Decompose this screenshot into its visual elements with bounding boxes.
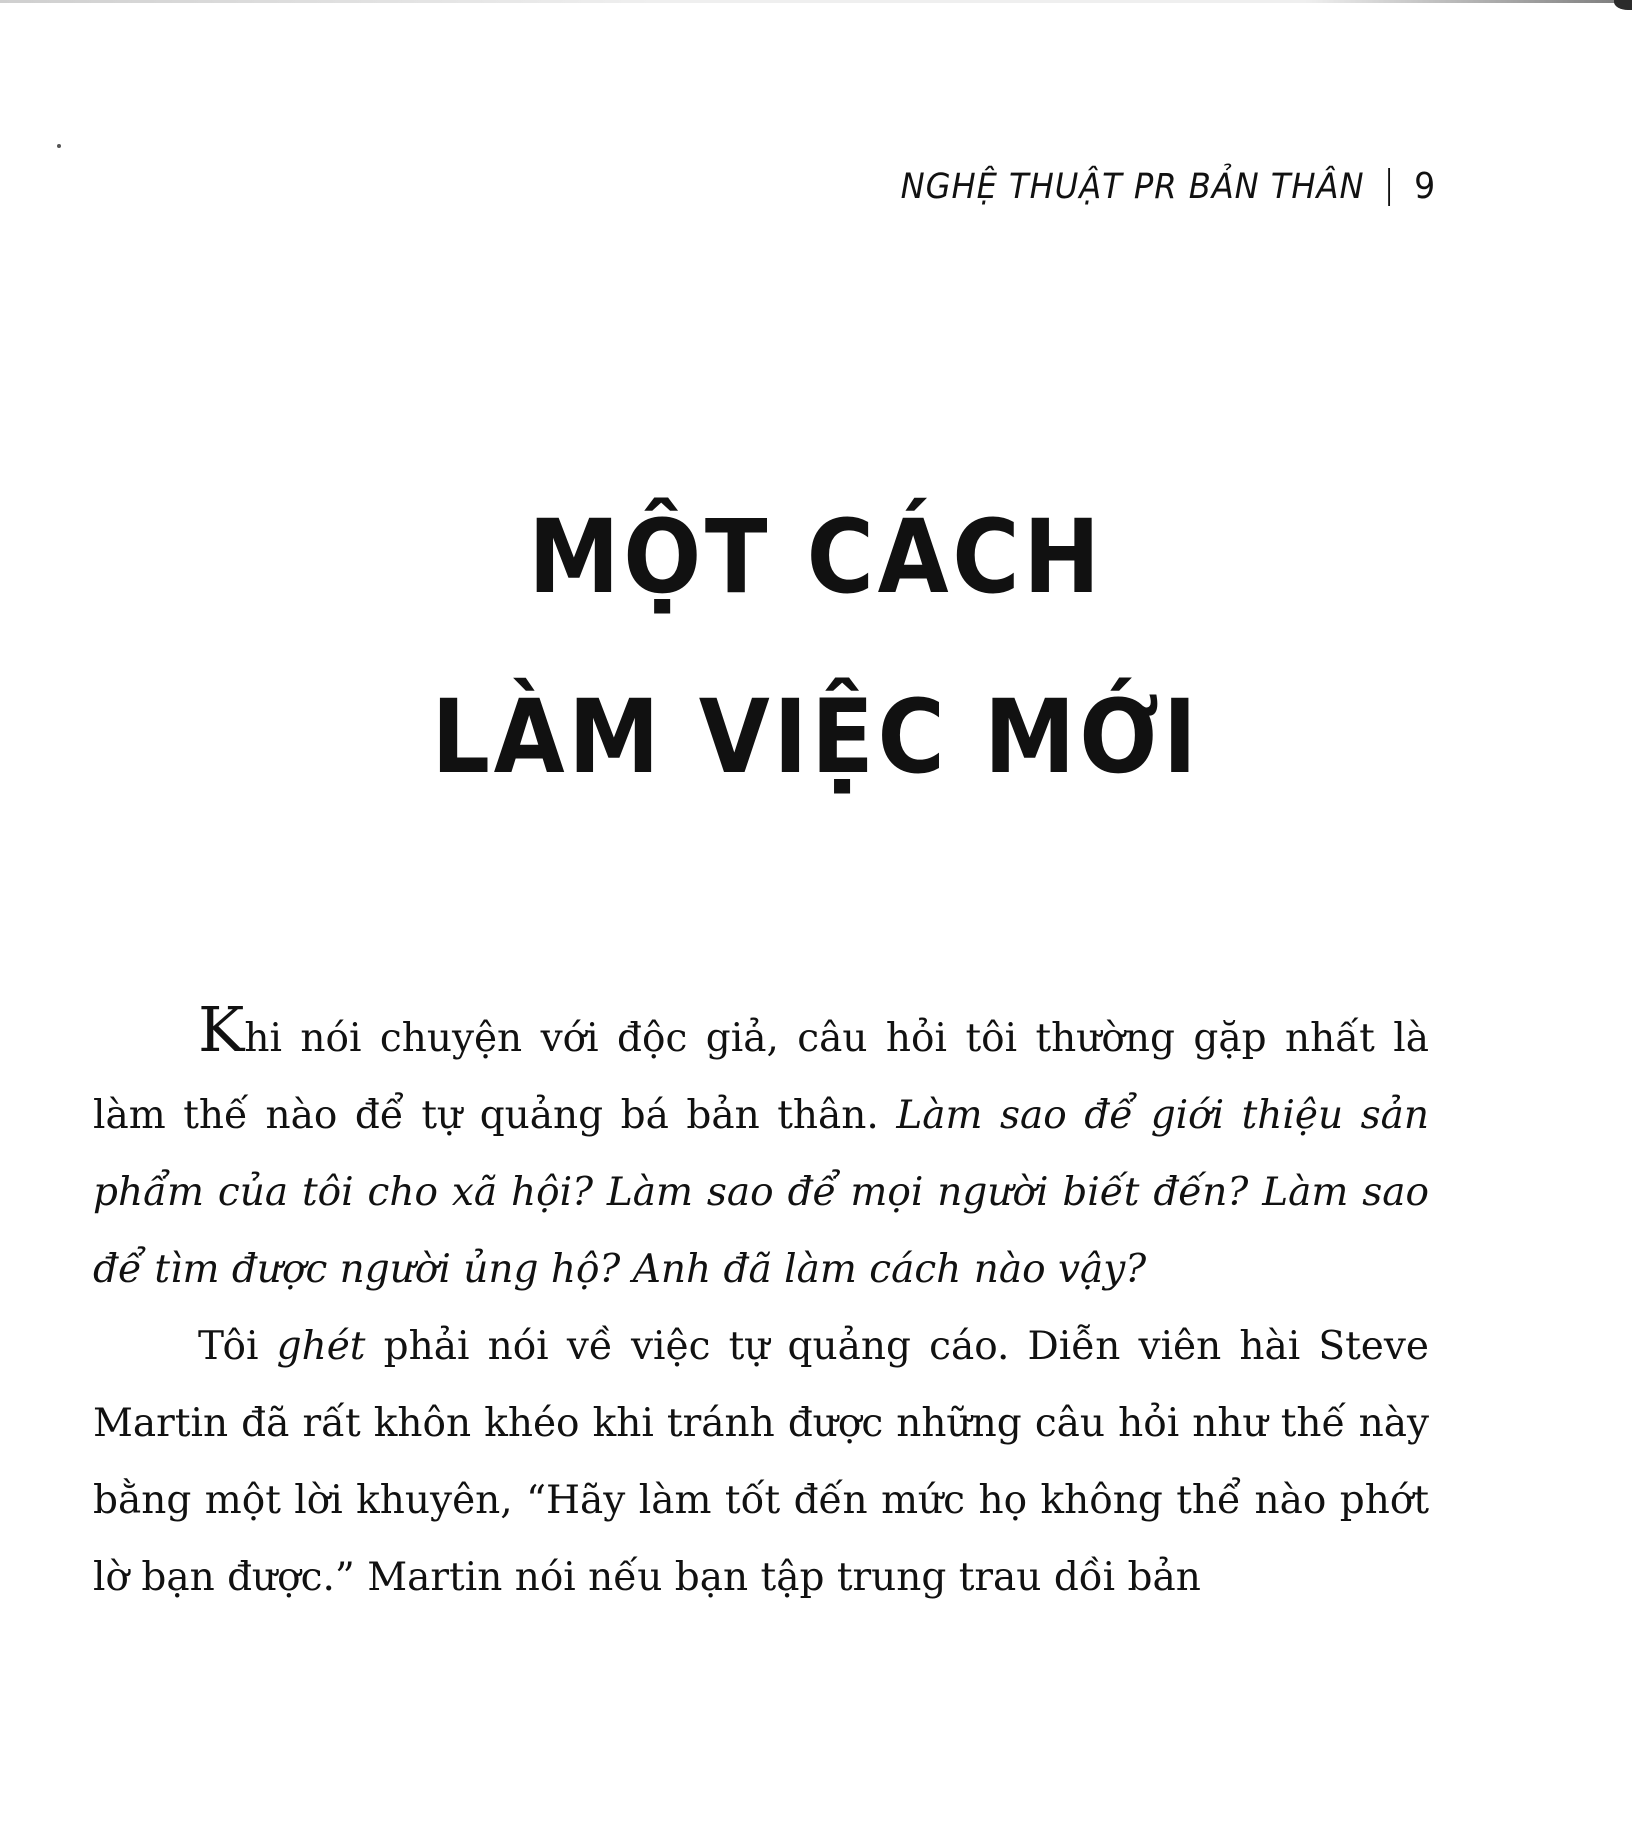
running-header-title: NGHỆ THUẬT PR BẢN THÂN bbox=[900, 166, 1365, 207]
paragraph-1-text: hi nói chuyện với độc giả, câu hỏi tôi thường gặp nhất là làm thế nào để tự quảng bá bản thân. bbox=[93, 1016, 1429, 1138]
chapter-title-line-1: MỘT CÁCH bbox=[528, 498, 1104, 617]
body-text bbox=[93, 993, 1429, 1616]
paragraph-1-italic-questions: Làm sao để giới thiệu sản phẩm của tôi cho xã hội? Làm sao để mọi người biết đến? Làm sao để tìm được người ủng hộ? Anh đã làm cách nào vậy? bbox=[93, 1093, 1429, 1292]
page-top-edge bbox=[0, 0, 1632, 3]
page-corner-shadow bbox=[1614, 0, 1632, 10]
scan-speck bbox=[57, 144, 61, 148]
chapter-title bbox=[0, 468, 1632, 828]
lead-letter: K bbox=[198, 993, 245, 1066]
paragraph-2-text-after: phải nói về việc tự quảng cáo. Diễn viên hài Steve Martin đã rất khôn khéo khi tránh được những câu hỏi như thế này bằng một lời khuyên, “Hãy làm tốt đến mức họ không thể nào phớt lờ bạn được.” Martin nói nếu bạn tập trung trau dồi bản bbox=[93, 1324, 1429, 1600]
paragraph-2 bbox=[93, 1308, 1429, 1616]
paragraph-2-text-before: Tôi bbox=[198, 1324, 277, 1369]
paragraph-1 bbox=[93, 993, 1429, 1308]
page-number: 9 bbox=[1414, 166, 1436, 207]
chapter-title-line-2: LÀM VIỆC MỚI bbox=[431, 678, 1201, 797]
paragraph-2-italic-word: ghét bbox=[276, 1324, 366, 1369]
running-header bbox=[900, 166, 1436, 207]
running-header-divider bbox=[1388, 168, 1390, 206]
